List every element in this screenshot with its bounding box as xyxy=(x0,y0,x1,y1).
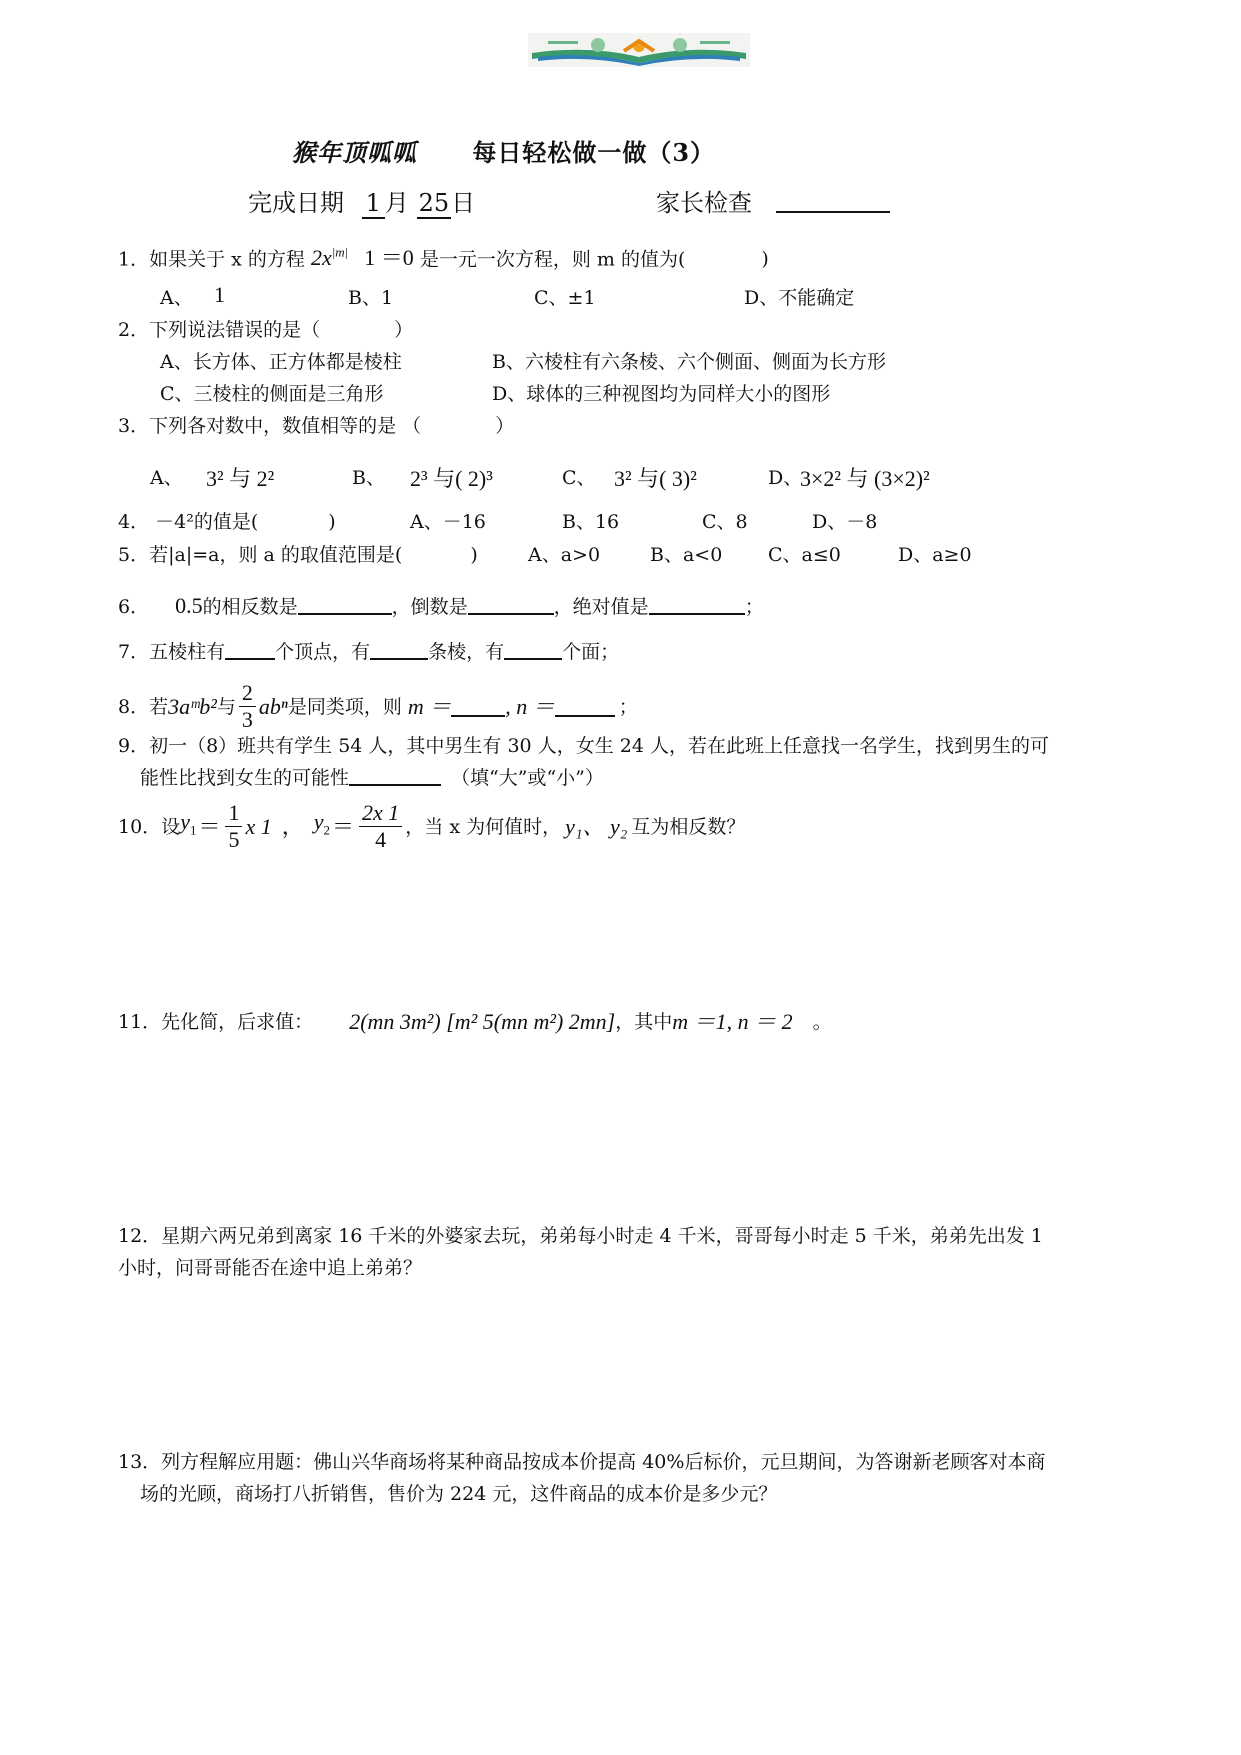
q4-close: ) xyxy=(328,511,336,533)
question-7 xyxy=(118,640,619,664)
date-month: 1 xyxy=(362,189,385,219)
q3-option-a-math: 3² 与 2² xyxy=(206,466,275,491)
q6-part3: ，绝对值是 xyxy=(553,596,649,618)
q10-eq1-sign: ＝ xyxy=(198,813,221,839)
date-day: 25 xyxy=(418,189,450,217)
question-8 xyxy=(118,680,638,733)
date-month-unit: 月 xyxy=(384,189,409,217)
q7-part4: 个面； xyxy=(562,641,620,663)
q8-term2: abⁿ xyxy=(258,693,288,719)
q4-stem: 4． －4²的值是( xyxy=(118,511,259,533)
question-2 xyxy=(118,318,413,342)
q1-option-a-value: 1 xyxy=(214,282,225,307)
parent-check-blank[interactable] xyxy=(776,193,890,213)
q11-condition: m ＝1, n ＝ 2 xyxy=(672,1009,793,1034)
q6-end: ； xyxy=(744,596,764,618)
parent-check-label: 家长检查 xyxy=(656,189,752,217)
q10-suffix: ，当 x 为何值时， xyxy=(405,815,562,838)
q3-option-d-label: D、 xyxy=(768,467,803,489)
q1-suffix: 是一元一次方程，则 m 的值为( xyxy=(419,248,686,271)
q7-blank-faces[interactable] xyxy=(504,640,562,660)
date-day-unit: 日 xyxy=(451,189,476,217)
q1-option-b: B、1 xyxy=(348,287,394,309)
q8-blank-n[interactable] xyxy=(555,697,615,717)
question-4 xyxy=(118,510,336,534)
q11-expression: 2(mn 3m²) [m² 5(mn m²) 2mn] xyxy=(349,1009,616,1034)
q6-part1: 的相反数是 xyxy=(202,596,298,618)
q11-where: ，其中 xyxy=(615,1011,673,1033)
q8-prefix: 8．若 xyxy=(118,695,169,718)
q10-eq1-rest: x 1 xyxy=(245,813,272,839)
q2-stem: 2．下列说法错误的是（ xyxy=(118,319,321,341)
q7-part2: 个顶点，有 xyxy=(275,641,371,663)
q2-option-b: B、六棱柱有六条棱、六个侧面、侧面为长方形 xyxy=(492,351,886,373)
q4-option-d: D、－8 xyxy=(812,511,878,533)
question-10 xyxy=(118,800,745,853)
question-5 xyxy=(118,543,478,567)
question-13-line2: 场的光顾，商场打八折销售，售价为 224 元，这件商品的成本价是多少元？ xyxy=(140,1483,778,1505)
q5-option-c: C、a≤0 xyxy=(768,544,841,566)
q10-pair: y₁、 y₂ xyxy=(565,813,628,839)
q8-term1: 3aᵐb² xyxy=(168,693,217,719)
title-left: 猴年顶呱呱 xyxy=(292,138,417,167)
q10-eq2-sign: ＝ xyxy=(332,813,355,839)
q3-option-b-math: 2³ 与( 2)³ xyxy=(410,466,493,491)
book-sun-logo-icon xyxy=(528,33,750,67)
q9-line2-a: 能性比找到女生的可能性 xyxy=(140,767,350,789)
q8-m-eq: m ＝ xyxy=(407,693,452,719)
q6-num: 6． xyxy=(118,596,150,618)
q8-end: ； xyxy=(618,695,638,718)
q9-line2-b: （填“大”或“小”） xyxy=(451,767,604,789)
q3-stem: 3．下列各对数中，数值相等的是 （ xyxy=(118,415,422,437)
header-logo xyxy=(528,33,750,67)
q3-close: ） xyxy=(495,415,515,437)
question-1 xyxy=(118,241,769,271)
q2-close: ） xyxy=(394,319,414,341)
page-title xyxy=(292,133,715,168)
q5-close: ) xyxy=(470,544,478,566)
date-prefix: 完成日期 xyxy=(248,189,344,217)
q1-option-a: A、 xyxy=(160,287,193,309)
q6-part2: ，倒数是 xyxy=(391,596,468,618)
q2-option-a: A、长方体、正方体都是棱柱 xyxy=(160,351,402,373)
q1-prefix: 1．如果关于 x 的方程 xyxy=(118,248,305,271)
q10-y1: $y_1$ xyxy=(180,809,197,838)
q7-part3: 条棱，有 xyxy=(428,641,505,663)
q7-blank-vertices[interactable] xyxy=(225,640,275,660)
q10-end: 互为相反数？ xyxy=(631,815,746,838)
parent-check xyxy=(656,183,890,218)
q7-blank-edges[interactable] xyxy=(370,640,428,660)
q8-n-eq: , n ＝ xyxy=(505,693,555,719)
q3-option-c-math: 3² 与( 3)² xyxy=(614,466,697,491)
q4-option-c: C、8 xyxy=(702,511,748,533)
q5-stem: 5．若|a|=a，则 a 的取值范围是( xyxy=(118,544,403,566)
q10-y2: $y_2$ xyxy=(313,809,331,838)
q3-option-a-label: A、 xyxy=(150,467,183,489)
q6-value: 0.5 xyxy=(175,593,203,618)
q9-blank[interactable] xyxy=(349,766,441,786)
question-13-line1: 13．列方程解应用题：佛山兴华商场将某种商品按成本价提高 40%后标价，元旦期间，为答谢新老顾客对本商 xyxy=(118,1451,1046,1473)
q1-option-c: C、±1 xyxy=(534,287,596,309)
question-12-line2: 小时，问哥哥能否在途中追上弟弟？ xyxy=(118,1257,423,1279)
q1-close: ) xyxy=(761,248,769,271)
question-9-line1: 9．初一（8）班共有学生 54 人，其中男生有 30 人，女生 24 人，若在此班上任意找一名学生，找到男生的可 xyxy=(118,735,1049,757)
q3-option-d-math: 3×2² 与 (3×2)² xyxy=(800,466,930,491)
title-right: 每日轻松做一做（3） xyxy=(472,138,716,167)
q8-fraction: $\frac{2}{3}$ xyxy=(239,680,256,733)
q3-option-b-label: B、 xyxy=(352,467,385,489)
q4-option-b: B、16 xyxy=(562,511,620,533)
q1-option-d: D、不能确定 xyxy=(744,287,855,309)
q5-option-a: A、a>0 xyxy=(528,544,601,566)
q5-option-d: D、a≥0 xyxy=(898,544,972,566)
q10-fraction-1: $\frac{1}{5}$ xyxy=(225,800,242,853)
q3-option-c-label: C、 xyxy=(562,467,596,489)
q8-suffix: 是同类项，则 xyxy=(287,695,402,718)
question-3 xyxy=(118,414,514,438)
question-9-line2 xyxy=(140,766,604,790)
q6-blank-opposite[interactable] xyxy=(298,595,392,615)
date-line xyxy=(248,183,475,218)
q7-part1: 7．五棱柱有 xyxy=(118,641,226,663)
question-11 xyxy=(118,1010,832,1034)
q10-prefix: 10．设 xyxy=(118,815,181,838)
q6-blank-reciprocal[interactable] xyxy=(468,595,554,615)
q10-fraction-2: $\frac{2x 1}{4}$ xyxy=(359,800,402,853)
q8-blank-m[interactable] xyxy=(451,697,505,717)
q2-option-c: C、三棱柱的侧面是三角形 xyxy=(160,383,384,405)
q4-option-a: A、－16 xyxy=(410,511,486,533)
question-6 xyxy=(118,594,764,619)
q8-mid: 与 xyxy=(216,695,236,718)
q11-prefix: 11．先化简，后求值： xyxy=(118,1011,314,1033)
q2-option-d: D、球体的三种视图均为同样大小的图形 xyxy=(492,383,831,405)
q5-option-b: B、a<0 xyxy=(650,544,723,566)
q11-end: 。 xyxy=(812,1011,832,1033)
question-12-line1: 12．星期六两兄弟到离家 16 千米的外婆家去玩，弟弟每小时走 4 千米，哥哥每小时走 5 千米，弟弟先出发 1 xyxy=(118,1225,1043,1247)
q10-comma: ， xyxy=(281,813,304,839)
q6-blank-absolute[interactable] xyxy=(649,595,745,615)
q1-equation: $2x^{|m|}$ xyxy=(310,245,349,271)
q1-equation-rest: 1 ＝0 xyxy=(364,245,414,271)
